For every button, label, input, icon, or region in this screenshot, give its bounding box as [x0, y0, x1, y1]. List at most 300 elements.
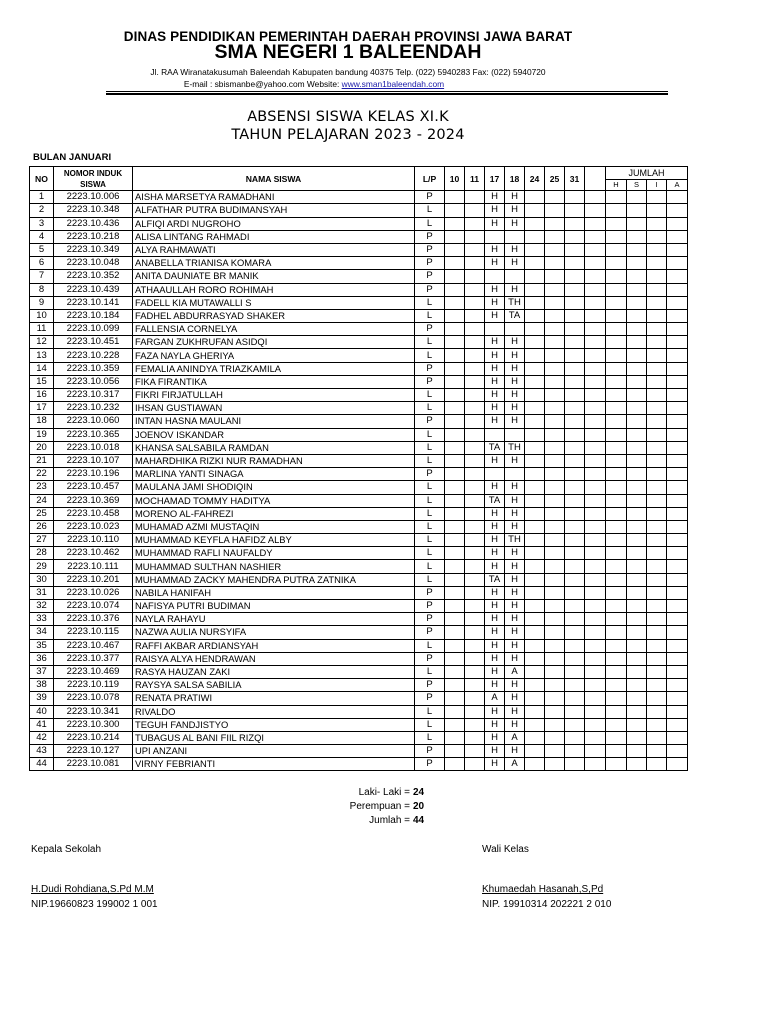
- cell-lp: L: [415, 441, 445, 454]
- cell-spacer: [585, 586, 606, 599]
- cell-name: KHANSA SALSABILA RAMDAN: [133, 441, 415, 454]
- cell-total: [647, 494, 667, 507]
- cell-lp: P: [415, 758, 445, 771]
- cell-total: [606, 758, 627, 771]
- principal-title: Kepala Sekolah: [31, 844, 102, 855]
- col-date: 18: [505, 167, 525, 191]
- cell-d10: [445, 349, 465, 362]
- table-row: [30, 520, 688, 533]
- cell-nis: 2223.10.081: [54, 758, 133, 771]
- cell-total: [667, 626, 688, 639]
- cell-total: [667, 758, 688, 771]
- cell-spacer: [585, 613, 606, 626]
- cell-total: [627, 494, 647, 507]
- cell-d31: [565, 665, 585, 678]
- cell-d24: [525, 217, 545, 230]
- cell-d17: [485, 428, 505, 441]
- cell-d25: [545, 389, 565, 402]
- cell-d10: [445, 481, 465, 494]
- cell-name: TUBAGUS AL BANI FIIL RIZQI: [133, 731, 415, 744]
- cell-name: RIVALDO: [133, 705, 415, 718]
- cell-d18: [505, 323, 525, 336]
- cell-d25: [545, 758, 565, 771]
- cell-d11: [465, 270, 485, 283]
- cell-d24: [525, 309, 545, 322]
- cell-total: [627, 692, 647, 705]
- cell-d24: [525, 415, 545, 428]
- cell-d17: H: [485, 454, 505, 467]
- cell-d24: [525, 362, 545, 375]
- cell-d18: H: [505, 705, 525, 718]
- table-row: [30, 309, 688, 322]
- cell-total: [647, 652, 667, 665]
- cell-lp: P: [415, 270, 445, 283]
- cell-total: [606, 323, 627, 336]
- cell-total: [667, 362, 688, 375]
- cell-d18: H: [505, 520, 525, 533]
- cell-d10: [445, 705, 465, 718]
- cell-d17: H: [485, 204, 505, 217]
- cell-name: ALISA LINTANG RAHMADI: [133, 230, 415, 243]
- cell-d10: [445, 613, 465, 626]
- cell-lp: P: [415, 243, 445, 256]
- table-row: [30, 534, 688, 547]
- cell-d25: [545, 534, 565, 547]
- cell-total: [627, 586, 647, 599]
- cell-nis: 2223.10.451: [54, 336, 133, 349]
- cell-d10: [445, 415, 465, 428]
- cell-d25: [545, 468, 565, 481]
- cell-spacer: [585, 507, 606, 520]
- cell-d25: [545, 283, 565, 296]
- table-row: [30, 362, 688, 375]
- cell-nis: 2223.10.341: [54, 705, 133, 718]
- cell-d25: [545, 428, 565, 441]
- cell-d25: [545, 494, 565, 507]
- cell-d24: [525, 507, 545, 520]
- cell-no: 23: [30, 481, 54, 494]
- cell-d10: [445, 283, 465, 296]
- cell-total: [647, 375, 667, 388]
- cell-d24: [525, 626, 545, 639]
- cell-total: [627, 362, 647, 375]
- cell-d10: [445, 204, 465, 217]
- cell-total: [606, 441, 627, 454]
- table-row: [30, 336, 688, 349]
- cell-d11: [465, 586, 485, 599]
- cell-lp: L: [415, 520, 445, 533]
- cell-nis: 2223.10.348: [54, 204, 133, 217]
- cell-nis: 2223.10.196: [54, 468, 133, 481]
- cell-d11: [465, 626, 485, 639]
- cell-d24: [525, 705, 545, 718]
- cell-lp: P: [415, 362, 445, 375]
- cell-d31: [565, 375, 585, 388]
- cell-d31: [565, 362, 585, 375]
- cell-spacer: [585, 494, 606, 507]
- col-nis: NOMOR INDUK SISWA: [54, 167, 133, 191]
- cell-nis: 2223.10.359: [54, 362, 133, 375]
- cell-d25: [545, 745, 565, 758]
- cell-total: [647, 270, 667, 283]
- cell-d17: H: [485, 336, 505, 349]
- cell-d18: H: [505, 560, 525, 573]
- cell-total: [606, 494, 627, 507]
- cell-d25: [545, 679, 565, 692]
- cell-total: [606, 257, 627, 270]
- homeroom-title: Wali Kelas: [482, 844, 529, 855]
- cell-nis: 2223.10.369: [54, 494, 133, 507]
- cell-d17: H: [485, 349, 505, 362]
- cell-total: [667, 323, 688, 336]
- cell-name: FEMALIA ANINDYA TRIAZKAMILA: [133, 362, 415, 375]
- cell-d18: H: [505, 481, 525, 494]
- cell-d10: [445, 270, 465, 283]
- cell-no: 2: [30, 204, 54, 217]
- col-date: 31: [565, 167, 585, 191]
- cell-name: MUHAMAD AZMI MUSTAQIN: [133, 520, 415, 533]
- cell-name: TEGUH FANDJISTYO: [133, 718, 415, 731]
- cell-spacer: [585, 731, 606, 744]
- cell-d11: [465, 665, 485, 678]
- cell-d11: [465, 731, 485, 744]
- cell-d31: [565, 230, 585, 243]
- cell-no: 38: [30, 679, 54, 692]
- cell-no: 24: [30, 494, 54, 507]
- cell-spacer: [585, 349, 606, 362]
- cell-d25: [545, 349, 565, 362]
- cell-d10: [445, 626, 465, 639]
- cell-total: [667, 600, 688, 613]
- cell-total: [627, 613, 647, 626]
- cell-d11: [465, 652, 485, 665]
- cell-spacer: [585, 336, 606, 349]
- cell-total: [627, 731, 647, 744]
- cell-no: 22: [30, 468, 54, 481]
- cell-d31: [565, 745, 585, 758]
- cell-d10: [445, 191, 465, 204]
- cell-total: [647, 204, 667, 217]
- cell-d31: [565, 718, 585, 731]
- cell-d17: H: [485, 534, 505, 547]
- cell-spacer: [585, 600, 606, 613]
- cell-no: 18: [30, 415, 54, 428]
- cell-name: MORENO AL-FAHREZI: [133, 507, 415, 520]
- doc-subtitle: TAHUN PELAJARAN 2023 - 2024: [231, 127, 465, 143]
- cell-spacer: [585, 257, 606, 270]
- cell-name: FADELL KIA MUTAWALLI S: [133, 296, 415, 309]
- cell-d10: [445, 600, 465, 613]
- cell-lp: L: [415, 402, 445, 415]
- cell-total: [647, 600, 667, 613]
- cell-total: [627, 718, 647, 731]
- cell-total: [627, 705, 647, 718]
- cell-no: 9: [30, 296, 54, 309]
- cell-lp: P: [415, 652, 445, 665]
- cell-d31: [565, 520, 585, 533]
- contact-line: [0, 79, 628, 89]
- cell-d18: H: [505, 652, 525, 665]
- table-row: [30, 454, 688, 467]
- cell-name: IHSAN GUSTIAWAN: [133, 402, 415, 415]
- cell-total: [647, 705, 667, 718]
- cell-total: [647, 547, 667, 560]
- cell-d25: [545, 665, 565, 678]
- table-row: [30, 296, 688, 309]
- cell-d24: [525, 257, 545, 270]
- cell-d25: [545, 705, 565, 718]
- cell-d31: [565, 257, 585, 270]
- cell-d25: [545, 718, 565, 731]
- cell-total: [667, 520, 688, 533]
- cell-d18: H: [505, 362, 525, 375]
- cell-nis: 2223.10.119: [54, 679, 133, 692]
- table-row: [30, 692, 688, 705]
- col-a: A: [667, 180, 688, 191]
- cell-total: [647, 758, 667, 771]
- cell-d17: H: [485, 375, 505, 388]
- cell-d17: H: [485, 600, 505, 613]
- cell-d31: [565, 415, 585, 428]
- cell-d25: [545, 600, 565, 613]
- cell-d18: A: [505, 731, 525, 744]
- cell-total: [647, 296, 667, 309]
- cell-d17: H: [485, 217, 505, 230]
- cell-d18: H: [505, 191, 525, 204]
- cell-total: [667, 349, 688, 362]
- cell-name: ALYA RAHMAWATI: [133, 243, 415, 256]
- cell-d25: [545, 323, 565, 336]
- cell-total: [647, 586, 667, 599]
- cell-spacer: [585, 520, 606, 533]
- cell-spacer: [585, 679, 606, 692]
- cell-d31: [565, 613, 585, 626]
- cell-total: [627, 652, 647, 665]
- cell-d24: [525, 745, 545, 758]
- cell-total: [647, 573, 667, 586]
- cell-total: [647, 718, 667, 731]
- cell-d31: [565, 402, 585, 415]
- cell-d18: H: [505, 613, 525, 626]
- cell-nis: 2223.10.300: [54, 718, 133, 731]
- cell-name: FAZA NAYLA GHERIYA: [133, 349, 415, 362]
- cell-total: [647, 283, 667, 296]
- cell-no: 7: [30, 270, 54, 283]
- cell-d11: [465, 639, 485, 652]
- cell-no: 26: [30, 520, 54, 533]
- cell-spacer: [585, 468, 606, 481]
- cell-total: [667, 191, 688, 204]
- cell-lp: L: [415, 560, 445, 573]
- cell-nis: 2223.10.228: [54, 349, 133, 362]
- cell-total: [667, 402, 688, 415]
- cell-name: RASYA HAUZAN ZAKI: [133, 665, 415, 678]
- cell-total: [627, 204, 647, 217]
- cell-nis: 2223.10.352: [54, 270, 133, 283]
- cell-name: ANITA DAUNIATE BR MANIK: [133, 270, 415, 283]
- cell-spacer: [585, 243, 606, 256]
- cell-total: [667, 375, 688, 388]
- cell-spacer: [585, 375, 606, 388]
- table-row: [30, 494, 688, 507]
- cell-d11: [465, 191, 485, 204]
- cell-no: 19: [30, 428, 54, 441]
- table-row: [30, 626, 688, 639]
- cell-d25: [545, 507, 565, 520]
- cell-lp: P: [415, 692, 445, 705]
- table-row: [30, 547, 688, 560]
- cell-no: 10: [30, 309, 54, 322]
- cell-total: [627, 639, 647, 652]
- cell-total: [627, 375, 647, 388]
- cell-d25: [545, 731, 565, 744]
- cell-d31: [565, 336, 585, 349]
- cell-d17: H: [485, 520, 505, 533]
- cell-d10: [445, 731, 465, 744]
- cell-total: [667, 573, 688, 586]
- cell-d10: [445, 230, 465, 243]
- email-text: E-mail : sbismanbe@yahoo.com Website:: [183, 79, 342, 89]
- cell-total: [667, 745, 688, 758]
- cell-d24: [525, 731, 545, 744]
- table-row: [30, 718, 688, 731]
- cell-total: [667, 389, 688, 402]
- cell-name: MARLINA YANTI SINAGA: [133, 468, 415, 481]
- cell-d18: TA: [505, 309, 525, 322]
- cell-no: 20: [30, 441, 54, 454]
- cell-total: [647, 389, 667, 402]
- cell-total: [627, 323, 647, 336]
- cell-total: [606, 336, 627, 349]
- table-row: [30, 283, 688, 296]
- cell-d18: H: [505, 639, 525, 652]
- cell-d18: [505, 468, 525, 481]
- cell-nis: 2223.10.377: [54, 652, 133, 665]
- cell-d24: [525, 230, 545, 243]
- cell-name: INTAN HASNA MAULANI: [133, 415, 415, 428]
- table-row: [30, 745, 688, 758]
- cell-d31: [565, 454, 585, 467]
- website-link[interactable]: www.sman1baleendah.com: [341, 79, 445, 89]
- cell-spacer: [585, 402, 606, 415]
- agency-name: DINAS PENDIDIKAN PEMERINTAH DAERAH PROVINSI JAWA BARAT: [123, 29, 573, 44]
- cell-total: [647, 415, 667, 428]
- cell-d25: [545, 441, 565, 454]
- cell-d25: [545, 547, 565, 560]
- cell-d10: [445, 362, 465, 375]
- cell-total: [606, 217, 627, 230]
- cell-d25: [545, 217, 565, 230]
- cell-nis: 2223.10.141: [54, 296, 133, 309]
- col-no: NO: [30, 167, 54, 191]
- cell-total: [606, 573, 627, 586]
- cell-d10: [445, 758, 465, 771]
- table-row: [30, 243, 688, 256]
- cell-d17: H: [485, 283, 505, 296]
- cell-d11: [465, 389, 485, 402]
- table-row: [30, 402, 688, 415]
- cell-d17: H: [485, 362, 505, 375]
- cell-spacer: [585, 191, 606, 204]
- cell-total: [627, 270, 647, 283]
- cell-name: MOCHAMAD TOMMY HADITYA: [133, 494, 415, 507]
- cell-name: MUHAMMAD SULTHAN NASHIER: [133, 560, 415, 573]
- cell-d11: [465, 705, 485, 718]
- cell-d17: H: [485, 402, 505, 415]
- cell-spacer: [585, 705, 606, 718]
- cell-d17: TA: [485, 441, 505, 454]
- header-row: [30, 167, 688, 180]
- cell-nis: 2223.10.048: [54, 257, 133, 270]
- cell-d24: [525, 692, 545, 705]
- cell-lp: P: [415, 415, 445, 428]
- cell-d31: [565, 204, 585, 217]
- cell-total: [606, 652, 627, 665]
- cell-no: 11: [30, 323, 54, 336]
- cell-lp: P: [415, 679, 445, 692]
- cell-total: [647, 230, 667, 243]
- cell-total: [606, 230, 627, 243]
- table-row: [30, 389, 688, 402]
- cell-d10: [445, 665, 465, 678]
- cell-lp: L: [415, 336, 445, 349]
- cell-total: [647, 441, 667, 454]
- cell-total: [606, 389, 627, 402]
- cell-nis: 2223.10.111: [54, 560, 133, 573]
- cell-spacer: [585, 718, 606, 731]
- cell-lp: L: [415, 494, 445, 507]
- cell-d25: [545, 692, 565, 705]
- cell-total: [667, 283, 688, 296]
- cell-d18: H: [505, 243, 525, 256]
- cell-d24: [525, 270, 545, 283]
- cell-total: [647, 402, 667, 415]
- cell-total: [667, 309, 688, 322]
- cell-total: [627, 309, 647, 322]
- cell-d10: [445, 375, 465, 388]
- cell-lp: P: [415, 323, 445, 336]
- cell-d25: [545, 520, 565, 533]
- table-row: [30, 652, 688, 665]
- cell-lp: P: [415, 613, 445, 626]
- cell-d25: [545, 336, 565, 349]
- cell-total: [647, 362, 667, 375]
- cell-total: [606, 692, 627, 705]
- cell-total: [606, 309, 627, 322]
- cell-total: [647, 639, 667, 652]
- cell-total: [606, 639, 627, 652]
- principal-name: H.Dudi Rohdiana,S.Pd M.M: [31, 884, 154, 895]
- cell-nis: 2223.10.457: [54, 481, 133, 494]
- cell-total: [606, 191, 627, 204]
- col-spacer: [585, 167, 606, 191]
- cell-d17: H: [485, 560, 505, 573]
- cell-d17: H: [485, 547, 505, 560]
- attendance-body: [30, 191, 688, 771]
- col-s: S: [627, 180, 647, 191]
- cell-total: [647, 731, 667, 744]
- cell-d31: [565, 494, 585, 507]
- cell-total: [606, 481, 627, 494]
- cell-d18: TH: [505, 441, 525, 454]
- cell-total: [667, 296, 688, 309]
- cell-d31: [565, 573, 585, 586]
- cell-total: [647, 217, 667, 230]
- cell-d18: A: [505, 665, 525, 678]
- school-name: SMA NEGERI 1 BALEENDAH: [214, 41, 482, 63]
- cell-d31: [565, 323, 585, 336]
- cell-d11: [465, 573, 485, 586]
